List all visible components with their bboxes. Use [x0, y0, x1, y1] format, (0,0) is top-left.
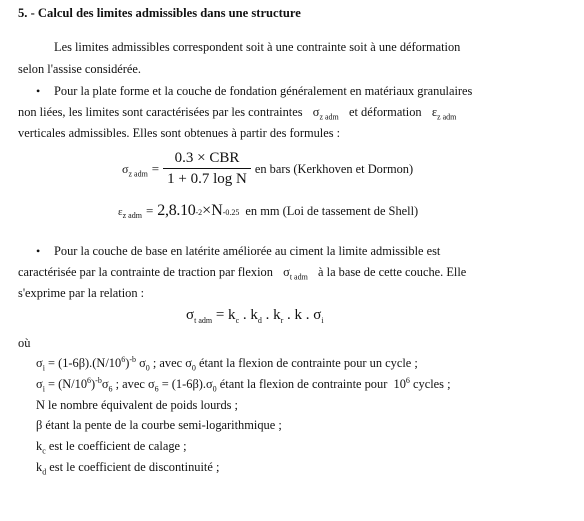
- definition-3: N le nombre équivalent de poids lourds ;: [36, 398, 238, 412]
- inline-eps: ε: [431, 105, 438, 119]
- f3-kc: c: [235, 316, 240, 325]
- f1-eq: =: [151, 161, 160, 176]
- definition-1: $\sigma_i = (1-6\beta).(N/10^6)^{-b}$ $\sigma_0$ ; avec $\sigma_0$ étant la flexion de contrainte pour un cycle ;: [36, 354, 418, 373]
- para1-line1: Les limites admissibles correspondent soit à une contrainte soit à une déformation: [54, 40, 461, 54]
- ou-label: où: [18, 336, 31, 350]
- inline-sigma-sub: z adm: [319, 112, 339, 122]
- definition-5: $k_c$ est le coefficient de calage ;: [36, 439, 187, 456]
- bullet1-line2-b: et déformation: [349, 105, 422, 119]
- definition-6: $k_d$ est le coefficient de discontinuité ;: [36, 460, 220, 477]
- bullet-1-marker: •: [36, 84, 41, 98]
- f2-note: en mm (Loi de tassement de Shell): [245, 204, 419, 218]
- bullet2-line2-b: à la base de cette couche. Elle: [318, 265, 467, 279]
- para1-line2: selon l'assise considérée.: [18, 62, 142, 76]
- f3-kr-pre: . k: [261, 307, 281, 323]
- f3-kr: r: [280, 316, 284, 325]
- bullet1-line2: [18, 105, 476, 120]
- bullet2-line3: s'exprime par la relation :: [18, 286, 145, 300]
- formula-sigma-t-adm: [186, 307, 324, 324]
- bullet1-line2-a: non liées, les limites sont caractérisées par les contraintes: [18, 105, 303, 119]
- bullet1-line3: verticales admissibles. Elles sont obtenues à partir des formules :: [18, 126, 341, 140]
- section-heading: 5. - Calcul des limites admissibles dans une structure: [18, 6, 301, 20]
- f3-kd-pre: . k: [239, 307, 258, 323]
- bullet2-sigma-sub: t adm: [289, 272, 308, 282]
- definition-2: $\sigma_i = (N/10^6)^{-b}\sigma_6$ ; avec $\sigma_6 = (1-6\beta).\sigma_0$ étant la flexion de contrainte pour $10^6$ cycles ;: [36, 375, 451, 394]
- f2-lhs: $\varepsilon_{z adm}$: [118, 206, 142, 221]
- bullet1-line1: Pour la plate forme et la couche de fondation généralement en matériaux granulaires: [54, 84, 473, 98]
- f3-rest: . k . σ: [283, 307, 322, 323]
- f1-fraction: [163, 150, 251, 188]
- f1-note: en bars (Kerkhoven et Dormon): [254, 161, 414, 176]
- definition-4: β étant la pente de la courbe semi-logarithmique ;: [36, 418, 282, 432]
- formula-sigma-z-adm: [122, 146, 413, 192]
- bullet-2-marker: •: [36, 244, 41, 258]
- bullet2-line2-a: caractérisée par la contrainte de traction par flexion: [18, 265, 273, 279]
- f1-lhs: $\sigma_{z adm}$: [122, 161, 148, 178]
- f1-numerator: 0.3 × CBR: [163, 150, 251, 169]
- inline-sigma: σ: [312, 105, 320, 119]
- f3-kd: d: [257, 316, 262, 325]
- f2-times-n: ×N: [202, 202, 223, 219]
- f1-denominator: 1 + 0.7 log N: [167, 171, 247, 187]
- bullet2-line2: [18, 265, 466, 280]
- f2-eq: =: [145, 203, 154, 218]
- bullet2-sigma: σ: [283, 265, 290, 279]
- f3-lhs: σ: [186, 307, 195, 323]
- formula-eps-z-adm: $\varepsilon_{z adm}$ = 2,8.10 -2 ×N -0.25 en mm (Loi de tassement de Shell): [118, 202, 419, 221]
- f3-si: i: [321, 316, 324, 325]
- inline-eps-sub: z adm: [437, 112, 457, 122]
- f3-rhs: = k: [215, 307, 236, 323]
- bullet2-line1: Pour la couche de base en latérite améliorée au ciment la limite admissible est: [54, 244, 441, 258]
- f2-coef: 2,8.10: [157, 202, 196, 219]
- f3-lhs-sub: t adm: [194, 316, 213, 325]
